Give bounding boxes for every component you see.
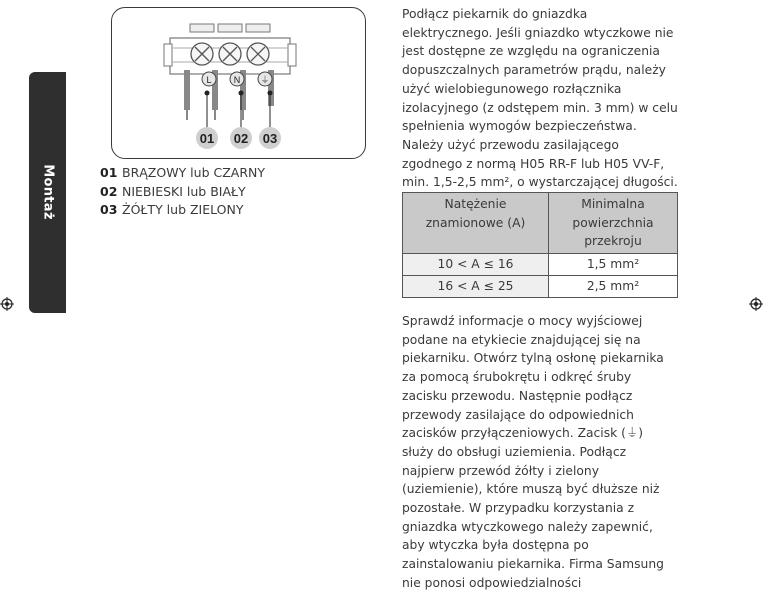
terminal-block-diagram [111,7,366,159]
wire-color-legend [100,164,265,220]
table-row [403,253,678,275]
terminal-label-n: N [233,75,241,85]
table-cell-current: 16 < A ≤ 25 [403,275,549,297]
cable-spec-table [402,192,678,298]
table-row [403,275,678,297]
terminal-label-l: L [206,75,212,85]
legend-number: 01 [100,165,118,180]
table-header-row [403,193,678,254]
legend-text: ŻÓŁTY lub ZIELONY [122,202,244,217]
table-cell-cross-section: 1,5 mm² [549,253,678,275]
legend-item [100,183,265,202]
intro-paragraph: Podłącz piekarnik do gniazdka elektrycznego. Jeśli gniazdko wtyczkowe nie jest dostępne ze względu na ograniczenia dopuszczalnych parametrów prądu, należy użyć wielobiegunowego rozłącznika izolacyjnego (z odstępem min. 3 mm) w celu spełnienia wymogów bezpieczeństwa. Należy użyć przewodu zasilającego zgodnego z normą H05 RR-F lub H05 VV-F, min. 1,5-2,5 mm², o wystarczającej długości. [402,7,678,190]
legend-text: BRĄZOWY lub CZARNY [122,165,265,180]
registration-mark-left-icon [0,297,14,311]
legend-number: 03 [100,202,118,217]
registration-mark-right-icon [749,297,763,311]
callout-03: 03 [262,131,278,146]
second-paragraph-container [402,312,678,590]
legend-number: 02 [100,183,118,199]
table-cell-cross-section: 2,5 mm² [549,275,678,297]
legend-item [100,164,265,183]
callout-01: 01 [199,131,215,146]
section-tab-label: Montaż [40,164,55,220]
callout-02: 02 [233,131,249,146]
column-header-cross-section: Minimalna powierzchnia przekroju [549,193,678,254]
legend-text: NIEBIESKI lub BIAŁY [122,183,246,199]
column-header-current: Natężenie znamionowe (A) [403,193,549,254]
terminal-block-illustration [112,8,365,158]
terminal-label-earth: ⏚ [260,76,270,86]
section-tab [29,72,66,313]
legend-item [100,201,265,220]
second-paragraph: Sprawdź informacje o mocy wyjściowej podane na etykiecie znajdującej się na piekarniku. Otwórz tylną osłonę piekarnika za pomocą śrubokrętu i odkręć śruby zacisku przewodu. Następnie podłącz przewody zasilające do odpowiednich zacisków przyłączeniowych. Zacisk (⏚) służy do obsługi uziemienia. Podłącz najpierw przewód żółty i zielony (uziemienie), które muszą być dłuższe niż pozostałe. W przypadku korzystania z gniazdka wtyczkowego należy zapewnić, aby wtyczka była dostępna po zainstalowaniu piekarnika. Firma Samsung nie ponosi odpowiedzialności [402,314,664,590]
table-cell-current: 10 < A ≤ 16 [403,253,549,275]
